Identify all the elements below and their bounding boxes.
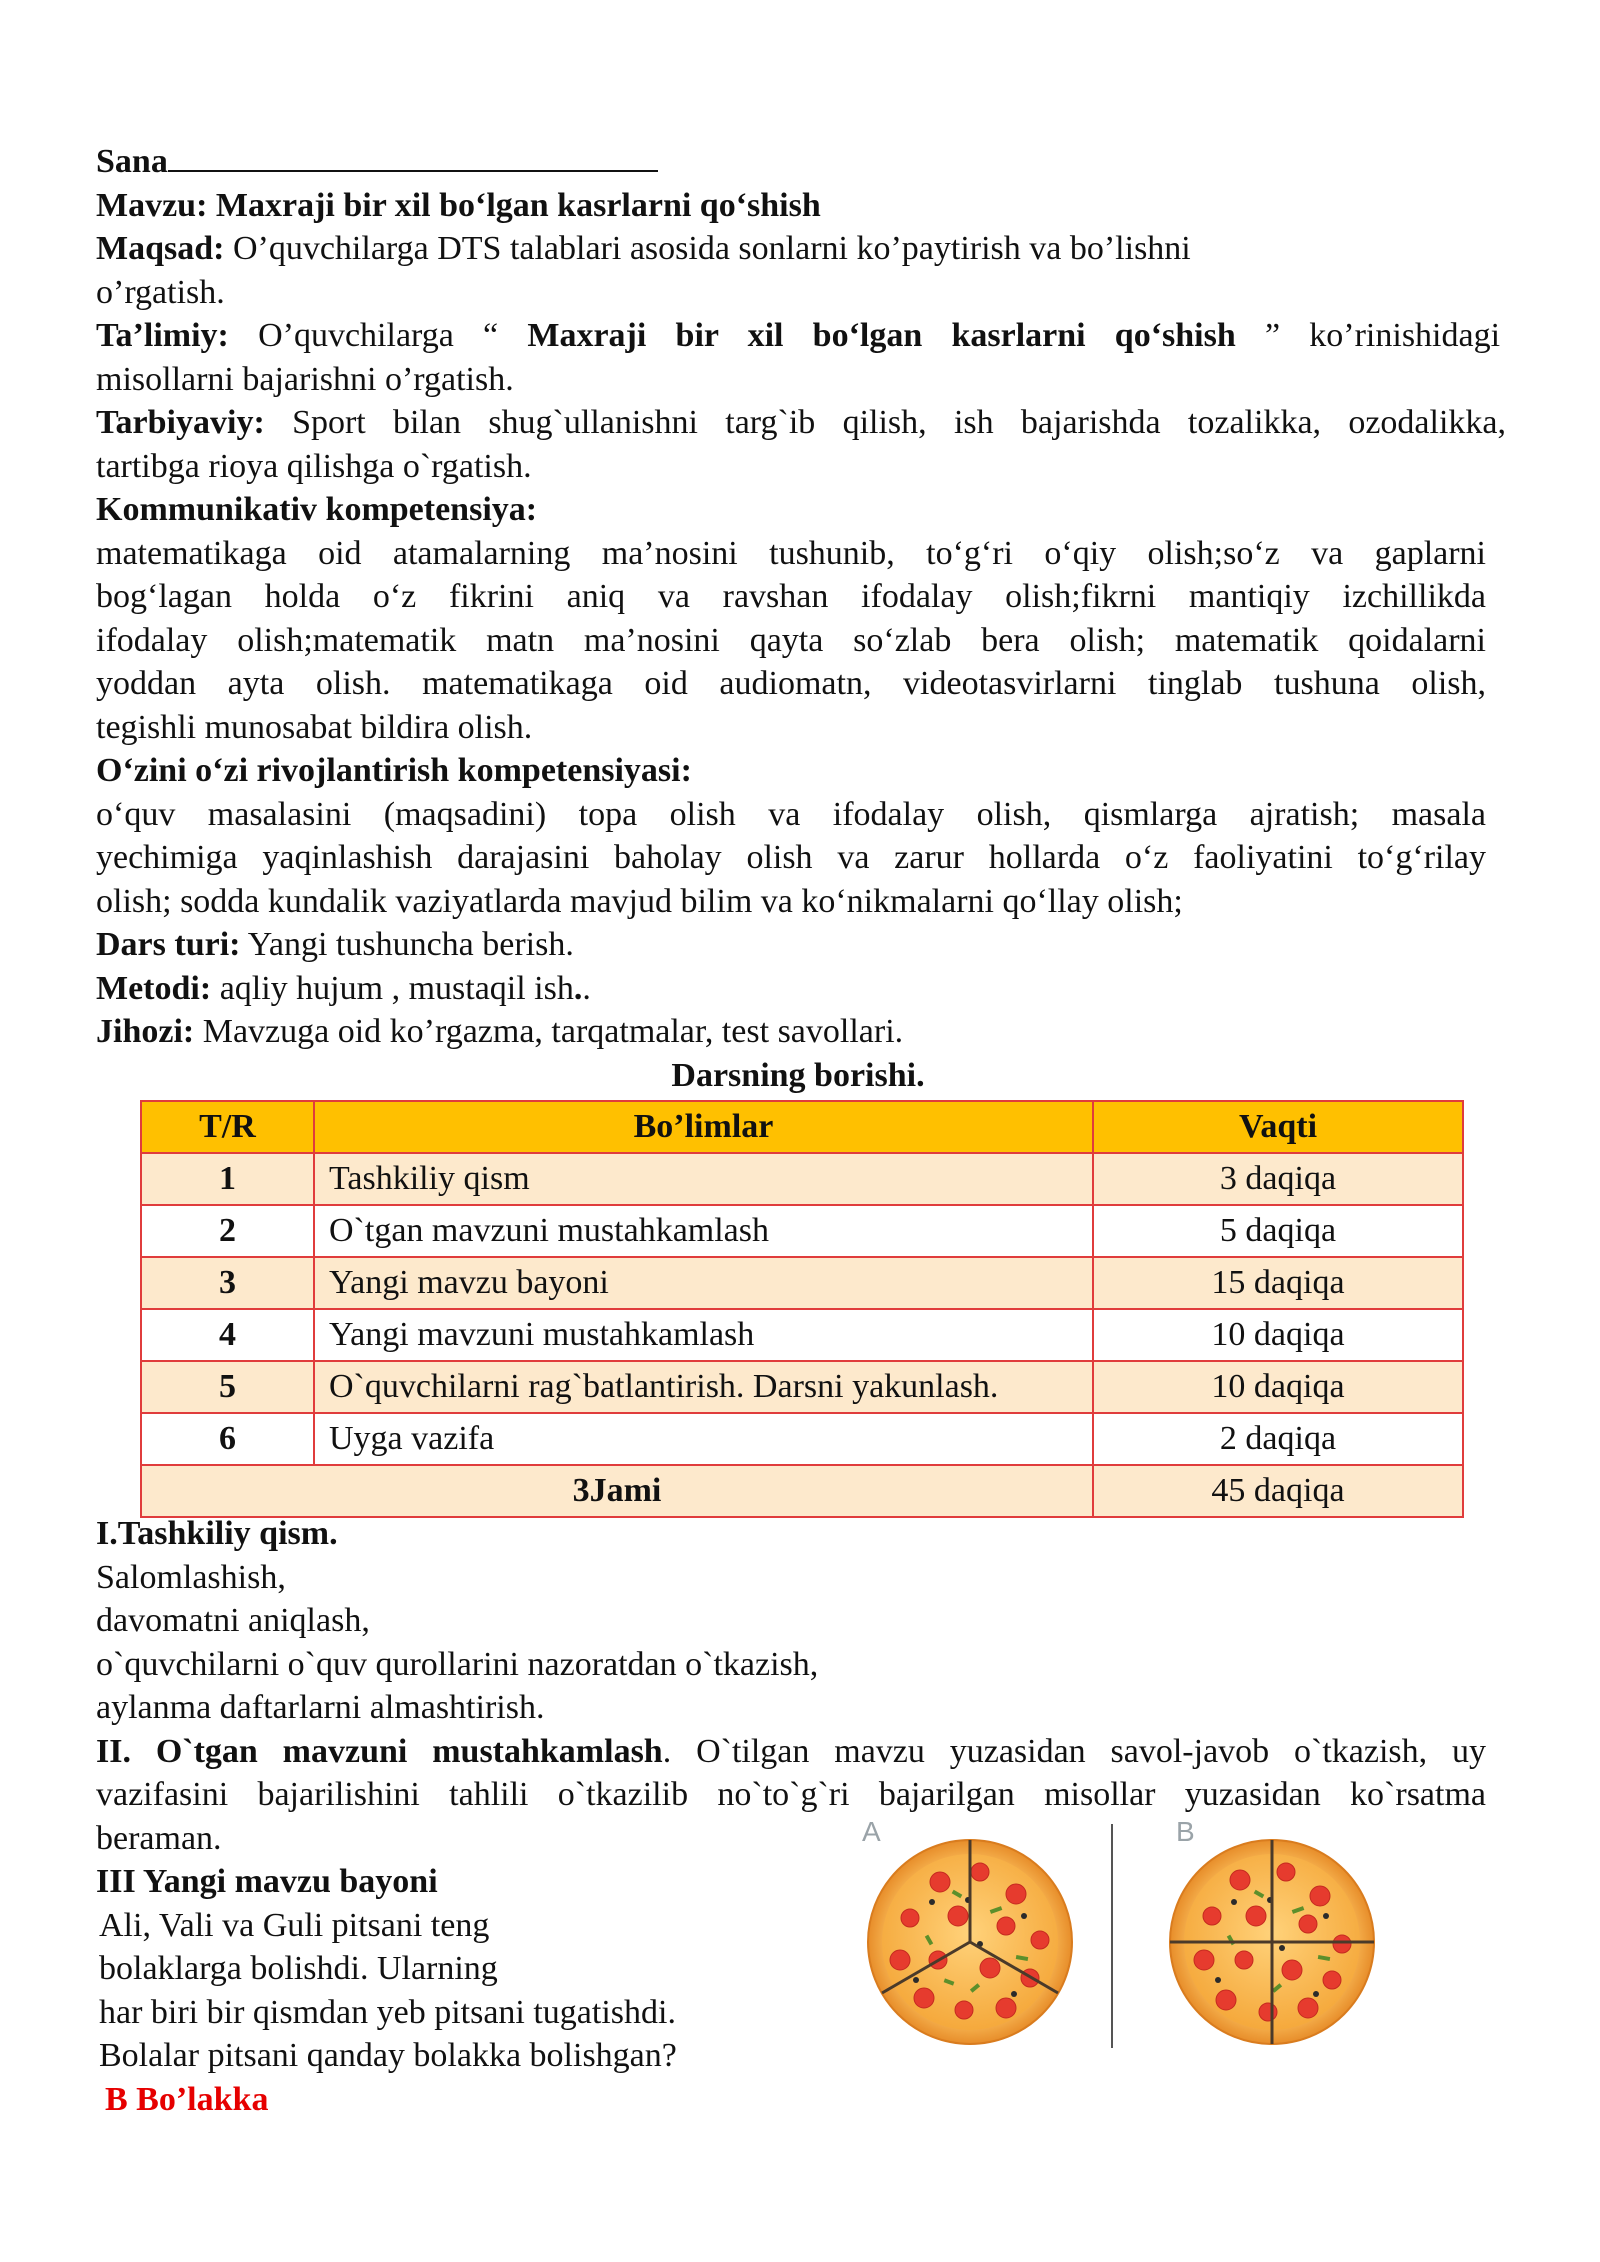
kommunikativ-line-5: tegishli munosabat bildira olish.	[96, 708, 533, 746]
table-row	[141, 1413, 1463, 1465]
date-blank	[168, 140, 658, 172]
row-section: Yangi mavzu bayoni	[314, 1257, 1093, 1309]
kommunikativ-line-1: matematikaga oid atamalarning ma’nosini tushunib, to‘g‘ri o‘qiy olish;so‘z va gaplarni	[96, 534, 1486, 572]
pizza-a-icon	[868, 1840, 1072, 2044]
tashkiliy-item: Salomlashish,	[96, 1558, 286, 1596]
row-section: O`quvchilarni rag`batlantirish. Darsni yakunlash.	[314, 1361, 1093, 1413]
metodi-line: Metodi: aqliy hujum , mustaqil ish..	[96, 969, 591, 1007]
table-header-row	[141, 1101, 1463, 1153]
lesson-plan-header	[96, 140, 1506, 1097]
ozini-line-2: yechimiga yaqinlashish darajasini baholay olish va zarur hollarda o‘z faoliyatini to‘g‘rilay	[96, 839, 1486, 876]
table-row	[141, 1309, 1463, 1361]
tashkiliy-item: o`quvchilarni o`quv qurollarini nazoratdan o`tkazish,	[96, 1645, 819, 1683]
yangi-line: bolaklarga bolishdi. Ularning	[99, 1950, 498, 1987]
row-time: 5 daqiqa	[1093, 1205, 1463, 1257]
otgan-line-2: vazifasini bajarilishini tahlili o`tkazilib no`to`g`ri bajarilgan misollar yuzasidan ko`rsatma	[96, 1776, 1486, 1813]
row-number: 5	[141, 1361, 314, 1413]
row-section: Yangi mavzuni mustahkamlash	[314, 1309, 1093, 1361]
dars-turi-line: Dars turi: Yangi tushuncha berish.	[96, 926, 574, 963]
yangi-line: Bolalar pitsani qanday bolakka bolishgan?	[99, 2037, 677, 2074]
tarbiyaviy-line-2: tartibga rioya qilishga o`rgatish.	[96, 447, 532, 485]
row-time: 2 daqiqa	[1093, 1413, 1463, 1465]
sana-line: Sana	[96, 140, 1500, 184]
ozini-line-1: o‘quv masalasini (maqsadini) topa olish va ifodalay olish, qismlarga ajratish; masala	[96, 795, 1486, 833]
talimiy-line: Ta’limiy: O’quvchilarga “ Maxraji bir xil bo‘lgan kasrlarni qo‘shish ” ko’rinishidagi	[96, 317, 1501, 354]
row-time: 3 daqiqa	[1093, 1153, 1463, 1205]
header-time: Vaqti	[1093, 1101, 1463, 1153]
row-time: 15 daqiqa	[1093, 1257, 1463, 1309]
ozini-heading: O‘zini o‘zi rivojlantirish kompetensiyasi:	[96, 752, 692, 789]
tashkiliy-heading: I.Tashkiliy qism.	[96, 1515, 338, 1552]
row-number: 3	[141, 1257, 314, 1309]
pizza-figure	[840, 1816, 1400, 2060]
row-number: 6	[141, 1413, 314, 1465]
tashkiliy-item: davomatni aniqlash,	[96, 1602, 370, 1639]
row-section: Tashkiliy qism	[314, 1153, 1093, 1205]
table-total-row	[141, 1465, 1463, 1517]
kommunikativ-line-3: ifodalay olish;matematik matn ma’nosini qayta so‘zlab bera olish; matematik qoidalarni	[96, 621, 1486, 659]
row-time: 10 daqiqa	[1093, 1309, 1463, 1361]
header-sections: Bo’limlar	[314, 1101, 1093, 1153]
row-number: 2	[141, 1205, 314, 1257]
row-section: O`tgan mavzuni mustahkamlash	[314, 1205, 1093, 1257]
yangi-line: har biri bir qismdan yeb pitsani tugatishdi.	[99, 1993, 676, 2031]
tashkiliy-item: aylanma daftarlarni almashtirish.	[96, 1689, 545, 1726]
darsning-borishi-title: Darsning borishi.	[671, 1056, 925, 1094]
answer-text: B Bo’lakka	[105, 2080, 269, 2118]
pizza-label-b: B	[1176, 1816, 1195, 1847]
lesson-schedule-table	[140, 1100, 1464, 1518]
jihozi-line: Jihozi: Mavzuga oid ko’rgazma, tarqatmalar, test savollari.	[96, 1013, 904, 1050]
total-label: 3Jami	[141, 1465, 1093, 1517]
kommunikativ-line-4: yoddan ayta olish. matematikaga oid audiomatn, videotasvirlarni tinglab tushuna olish,	[96, 665, 1486, 702]
maqsad-line-2: o’rgatish.	[96, 273, 225, 311]
row-number: 4	[141, 1309, 314, 1361]
talimiy-line-2: misollarni bajarishni o’rgatish.	[96, 360, 514, 398]
header-tr: T/R	[141, 1101, 314, 1153]
table-row	[141, 1205, 1463, 1257]
table-row	[141, 1257, 1463, 1309]
otgan-line-3: beraman.	[96, 1819, 222, 1857]
table-row	[141, 1153, 1463, 1205]
row-number: 1	[141, 1153, 314, 1205]
row-time: 10 daqiqa	[1093, 1361, 1463, 1413]
maqsad-line: Maqsad: O’quvchilarga DTS talablari asosida sonlarni ko’paytirish va bo’lishni	[96, 230, 1191, 267]
row-section: Uyga vazifa	[314, 1413, 1093, 1465]
otgan-line-1: II. O`tgan mavzuni mustahkamlash. O`tilgan mavzu yuzasidan savol-javob o`tkazish, uy	[96, 1732, 1487, 1770]
ozini-line-3: olish; sodda kundalik vaziyatlarda mavjud bilim va ko‘nikmalarni qo‘llay olish;	[96, 882, 1183, 920]
table-row	[141, 1361, 1463, 1413]
yangi-heading: III Yangi mavzu bayoni	[96, 1863, 438, 1900]
pizza-label-a: A	[862, 1816, 881, 1847]
total-time: 45 daqiqa	[1093, 1465, 1463, 1517]
tarbiyaviy-line: Tarbiyaviy: Sport bilan shug`ullanishni targ`ib qilish, ish bajarishda tozalikka, ozodalikka,	[96, 404, 1506, 441]
mavzu-line: Mavzu: Maxraji bir xil bo‘lgan kasrlarni qo‘shish	[96, 186, 821, 224]
kommunikativ-line-2: bog‘lagan holda o‘z fikrini aniq va ravshan ifodalay olish;fikrni mantiqiy izchillikda	[96, 578, 1486, 615]
yangi-line: Ali, Vali va Guli pitsani teng	[99, 1906, 490, 1944]
pizza-illustration	[840, 1820, 1400, 2060]
kommunikativ-heading: Kommunikativ kompetensiya:	[96, 491, 538, 528]
pizza-b-icon	[1170, 1840, 1374, 2044]
